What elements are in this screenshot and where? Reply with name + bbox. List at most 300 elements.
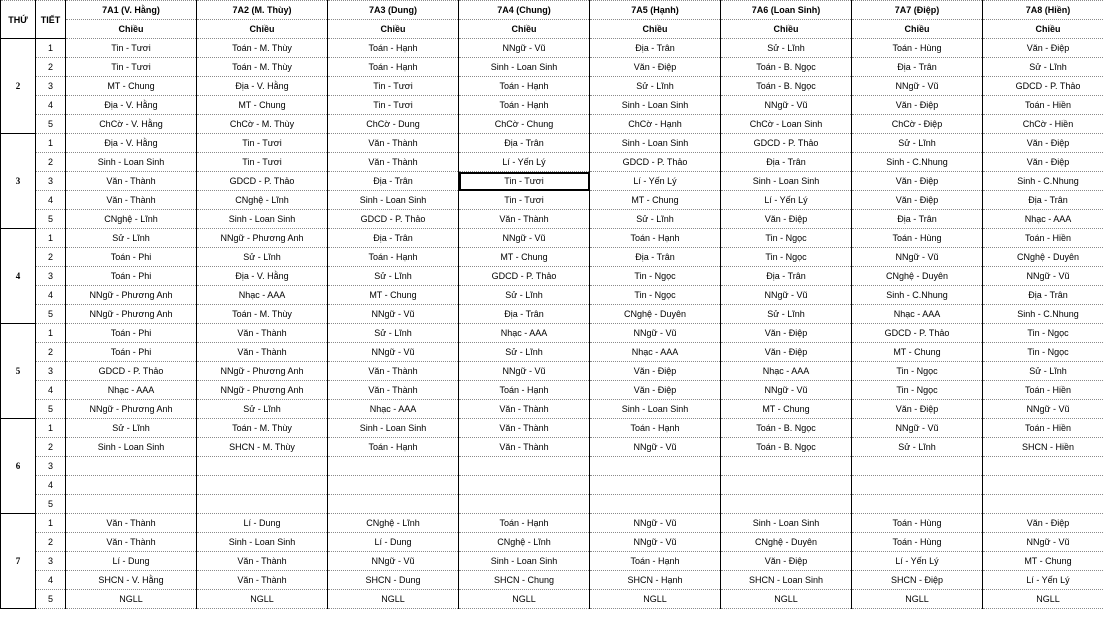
header-class-7a6[interactable]: 7A6 (Loan Sinh) — [721, 1, 852, 20]
schedule-cell[interactable]: NNgữ - Vũ — [590, 438, 721, 457]
schedule-cell[interactable]: Văn - Điệp — [721, 324, 852, 343]
schedule-cell[interactable]: NNgữ - Vũ — [328, 305, 459, 324]
schedule-cell[interactable]: CNghệ - Duyên — [983, 248, 1114, 267]
header-session[interactable]: Chiều — [459, 20, 590, 39]
schedule-cell[interactable]: Tin - Ngọc — [590, 286, 721, 305]
schedule-cell[interactable]: Sử - Lĩnh — [197, 400, 328, 419]
schedule-cell[interactable]: Văn - Thành — [459, 210, 590, 229]
schedule-cell[interactable]: Sinh - Loan Sinh — [328, 191, 459, 210]
schedule-cell[interactable]: Sinh - Loan Sinh — [590, 400, 721, 419]
schedule-cell[interactable]: Toán - Phi — [66, 324, 197, 343]
period-cell[interactable]: 1 — [36, 419, 66, 438]
schedule-cell[interactable]: Toán - Hạnh — [328, 248, 459, 267]
schedule-cell[interactable]: Nhạc - AAA — [328, 400, 459, 419]
schedule-cell[interactable]: Sử - Lĩnh — [197, 248, 328, 267]
schedule-cell[interactable]: Văn - Thành — [197, 571, 328, 590]
schedule-cell[interactable]: Tin - Ngọc — [983, 324, 1114, 343]
period-cell[interactable]: 4 — [36, 571, 66, 590]
schedule-cell[interactable]: Nhạc - AAA — [983, 210, 1114, 229]
schedule-cell[interactable]: Sử - Lĩnh — [721, 39, 852, 58]
schedule-cell[interactable]: Sử - Lĩnh — [983, 58, 1114, 77]
schedule-cell[interactable]: Toán - Hiền — [983, 419, 1114, 438]
schedule-cell[interactable]: Văn - Điệp — [590, 58, 721, 77]
schedule-cell[interactable]: Sinh - Loan Sinh — [459, 552, 590, 571]
schedule-cell[interactable]: Tin - Ngọc — [721, 248, 852, 267]
schedule-cell[interactable]: Toán - Hạnh — [459, 96, 590, 115]
schedule-cell[interactable] — [721, 495, 852, 514]
schedule-cell[interactable]: NGLL — [459, 590, 590, 609]
day-cell[interactable]: 6 — [1, 419, 36, 514]
schedule-cell[interactable]: Tin - Ngọc — [721, 229, 852, 248]
schedule-cell[interactable]: Sinh - Loan Sinh — [197, 533, 328, 552]
schedule-cell[interactable] — [852, 457, 983, 476]
schedule-cell[interactable]: ChCờ - Loan Sinh — [721, 115, 852, 134]
schedule-cell[interactable]: ChCờ - Hạnh — [590, 115, 721, 134]
schedule-cell[interactable]: Toán - Hạnh — [459, 514, 590, 533]
schedule-cell[interactable]: NNgữ - Vũ — [459, 229, 590, 248]
schedule-cell[interactable]: CNghệ - Lĩnh — [197, 191, 328, 210]
period-cell[interactable]: 3 — [36, 267, 66, 286]
schedule-cell[interactable]: Văn - Điệp — [590, 381, 721, 400]
schedule-cell[interactable] — [459, 457, 590, 476]
schedule-cell[interactable]: Văn - Điệp — [983, 514, 1114, 533]
schedule-cell[interactable]: Văn - Điệp — [852, 172, 983, 191]
period-cell[interactable]: 4 — [36, 96, 66, 115]
schedule-cell[interactable]: Sinh - C.Nhung — [983, 172, 1114, 191]
schedule-cell[interactable]: Sử - Lĩnh — [328, 324, 459, 343]
period-cell[interactable]: 2 — [36, 58, 66, 77]
period-cell[interactable]: 2 — [36, 153, 66, 172]
schedule-cell[interactable]: Sinh - Loan Sinh — [721, 172, 852, 191]
schedule-cell[interactable]: NNgữ - Vũ — [328, 552, 459, 571]
schedule-cell[interactable] — [197, 476, 328, 495]
schedule-cell[interactable] — [590, 495, 721, 514]
day-cell[interactable]: 3 — [1, 134, 36, 229]
schedule-cell[interactable]: Sinh - Loan Sinh — [590, 96, 721, 115]
schedule-cell[interactable]: Tin - Tươi — [197, 153, 328, 172]
schedule-cell[interactable]: Toán - Hạnh — [459, 77, 590, 96]
schedule-cell[interactable]: Văn - Điệp — [983, 153, 1114, 172]
schedule-cell[interactable]: SHCN - V. Hằng — [66, 571, 197, 590]
schedule-cell[interactable]: SHCN - Loan Sinh — [721, 571, 852, 590]
schedule-cell[interactable]: Sử - Lĩnh — [66, 229, 197, 248]
schedule-cell[interactable]: GDCD - P. Thảo — [197, 172, 328, 191]
schedule-cell[interactable]: Văn - Điệp — [721, 552, 852, 571]
schedule-cell[interactable]: CNghệ - Duyên — [590, 305, 721, 324]
schedule-cell[interactable]: Toán - Hạnh — [590, 229, 721, 248]
schedule-cell[interactable]: NNgữ - Vũ — [328, 343, 459, 362]
schedule-cell[interactable]: Toán - Hùng — [852, 229, 983, 248]
schedule-cell[interactable]: Địa - Trân — [983, 191, 1114, 210]
schedule-cell[interactable]: Toán - Hiền — [983, 229, 1114, 248]
schedule-cell[interactable]: Văn - Điệp — [983, 39, 1114, 58]
schedule-cell[interactable]: Văn - Điệp — [721, 343, 852, 362]
schedule-cell[interactable]: Sinh - Loan Sinh — [459, 58, 590, 77]
schedule-cell[interactable]: Sử - Lĩnh — [66, 419, 197, 438]
schedule-cell[interactable]: Địa - Trân — [590, 39, 721, 58]
schedule-cell[interactable]: NGLL — [721, 590, 852, 609]
schedule-cell[interactable]: Địa - Trân — [459, 134, 590, 153]
schedule-cell[interactable]: CNghệ - Lĩnh — [459, 533, 590, 552]
schedule-cell[interactable]: MT - Chung — [590, 191, 721, 210]
schedule-cell[interactable]: MT - Chung — [721, 400, 852, 419]
schedule-cell[interactable]: NNgữ - Phương Anh — [66, 400, 197, 419]
schedule-cell[interactable]: Toán - Phi — [66, 248, 197, 267]
schedule-cell[interactable]: Sinh - C.Nhung — [852, 153, 983, 172]
schedule-cell[interactable]: Tin - Tươi — [328, 96, 459, 115]
schedule-cell[interactable]: Tin - Tươi — [197, 134, 328, 153]
period-cell[interactable]: 4 — [36, 476, 66, 495]
schedule-cell[interactable]: Địa - Trân — [459, 305, 590, 324]
schedule-cell[interactable]: MT - Chung — [328, 286, 459, 305]
schedule-cell[interactable]: Sinh - Loan Sinh — [590, 134, 721, 153]
schedule-cell[interactable]: Địa - V. Hằng — [197, 267, 328, 286]
schedule-cell[interactable]: NNgữ - Vũ — [983, 400, 1114, 419]
schedule-cell[interactable]: Văn - Điệp — [721, 210, 852, 229]
schedule-cell[interactable] — [66, 457, 197, 476]
header-session[interactable]: Chiều — [983, 20, 1114, 39]
schedule-cell[interactable]: ChCờ - M. Thùy — [197, 115, 328, 134]
schedule-cell[interactable]: Văn - Thành — [197, 324, 328, 343]
schedule-cell[interactable]: Địa - V. Hằng — [66, 96, 197, 115]
schedule-cell[interactable]: GDCD - P. Thảo — [328, 210, 459, 229]
schedule-cell[interactable]: GDCD - P. Thảo — [852, 324, 983, 343]
schedule-cell[interactable]: NNgữ - Vũ — [590, 533, 721, 552]
schedule-cell[interactable]: Tin - Tươi — [66, 39, 197, 58]
schedule-cell[interactable] — [983, 495, 1114, 514]
schedule-cell[interactable]: CNghệ - Duyên — [721, 533, 852, 552]
period-cell[interactable]: 1 — [36, 39, 66, 58]
schedule-cell[interactable]: Toán - Phi — [66, 267, 197, 286]
schedule-cell[interactable]: Văn - Điệp — [590, 362, 721, 381]
schedule-cell[interactable]: Toán - Hạnh — [590, 419, 721, 438]
schedule-cell[interactable]: Văn - Thành — [459, 400, 590, 419]
schedule-cell[interactable]: NNgữ - Phương Anh — [197, 362, 328, 381]
schedule-cell[interactable]: MT - Chung — [459, 248, 590, 267]
schedule-cell[interactable]: Sinh - Loan Sinh — [66, 153, 197, 172]
schedule-cell[interactable] — [328, 476, 459, 495]
schedule-cell[interactable]: MT - Chung — [197, 96, 328, 115]
schedule-cell[interactable]: Lí - Yến Lý — [459, 153, 590, 172]
schedule-cell[interactable]: Sinh - C.Nhung — [983, 305, 1114, 324]
schedule-cell[interactable]: ChCờ - Điệp — [852, 115, 983, 134]
schedule-cell[interactable]: NGLL — [66, 590, 197, 609]
table-row — [1, 305, 1114, 324]
table-row — [1, 419, 1114, 438]
period-cell[interactable]: 5 — [36, 590, 66, 609]
schedule-cell[interactable]: GDCD - P. Thảo — [590, 153, 721, 172]
schedule-cell[interactable]: NNgữ - Vũ — [590, 324, 721, 343]
day-cell[interactable]: 2 — [1, 39, 36, 134]
header-class-7a8[interactable]: 7A8 (Hiền) — [983, 1, 1114, 20]
schedule-cell[interactable] — [66, 476, 197, 495]
period-cell[interactable]: 1 — [36, 134, 66, 153]
schedule-cell[interactable]: Tin - Tươi — [328, 77, 459, 96]
schedule-cell[interactable] — [590, 476, 721, 495]
header-session[interactable]: Chiều — [328, 20, 459, 39]
schedule-cell[interactable]: Lí - Yến Lý — [983, 571, 1114, 590]
schedule-cell[interactable] — [721, 457, 852, 476]
schedule-cell[interactable]: Tin - Ngọc — [852, 381, 983, 400]
schedule-cell[interactable]: NNgữ - Vũ — [721, 381, 852, 400]
schedule-cell[interactable]: NNgữ - Vũ — [983, 533, 1114, 552]
schedule-cell[interactable] — [983, 457, 1114, 476]
schedule-cell[interactable] — [590, 457, 721, 476]
schedule-cell[interactable]: Sử - Lĩnh — [328, 267, 459, 286]
header-thu[interactable]: THỨ — [1, 1, 36, 39]
schedule-cell[interactable] — [328, 457, 459, 476]
schedule-cell[interactable]: Toán - M. Thùy — [197, 39, 328, 58]
period-cell[interactable]: 5 — [36, 400, 66, 419]
period-cell[interactable]: 3 — [36, 77, 66, 96]
schedule-cell[interactable]: Tin - Tươi — [459, 191, 590, 210]
schedule-cell[interactable]: Nhạc - AAA — [721, 362, 852, 381]
schedule-cell[interactable]: NNgữ - Phương Anh — [66, 305, 197, 324]
schedule-cell[interactable]: Văn - Thành — [66, 191, 197, 210]
schedule-cell[interactable]: Sinh - C.Nhung — [852, 286, 983, 305]
header-class-7a1[interactable]: 7A1 (V. Hằng) — [66, 1, 197, 20]
schedule-cell[interactable]: Sử - Lĩnh — [459, 286, 590, 305]
schedule-cell[interactable]: ChCờ - V. Hằng — [66, 115, 197, 134]
schedule-cell[interactable]: Toán - Hiền — [983, 96, 1114, 115]
schedule-cell[interactable] — [328, 495, 459, 514]
schedule-cell[interactable]: Sử - Lĩnh — [590, 77, 721, 96]
schedule-cell[interactable]: Tin - Ngọc — [590, 267, 721, 286]
schedule-cell[interactable]: SHCN - Chung — [459, 571, 590, 590]
schedule-cell[interactable]: Sử - Lĩnh — [459, 343, 590, 362]
period-cell[interactable]: 3 — [36, 172, 66, 191]
period-cell[interactable]: 2 — [36, 533, 66, 552]
schedule-cell[interactable]: Nhạc - AAA — [852, 305, 983, 324]
schedule-cell[interactable]: Văn - Thành — [197, 343, 328, 362]
schedule-cell[interactable] — [852, 476, 983, 495]
schedule-cell[interactable]: Tin - Tươi — [459, 172, 590, 191]
schedule-cell[interactable]: Toán - M. Thùy — [197, 58, 328, 77]
schedule-cell[interactable]: GDCD - P. Thảo — [459, 267, 590, 286]
period-cell[interactable]: 3 — [36, 552, 66, 571]
header-session[interactable]: Chiều — [197, 20, 328, 39]
schedule-cell[interactable]: CNghệ - Lĩnh — [66, 210, 197, 229]
period-cell[interactable]: 3 — [36, 362, 66, 381]
period-cell[interactable]: 4 — [36, 191, 66, 210]
schedule-cell[interactable]: Toán - Hùng — [852, 533, 983, 552]
schedule-cell[interactable]: Văn - Thành — [66, 533, 197, 552]
schedule-cell[interactable]: Văn - Điệp — [983, 134, 1114, 153]
schedule-cell[interactable]: Văn - Thành — [459, 419, 590, 438]
schedule-cell[interactable]: Địa - Trân — [983, 286, 1114, 305]
schedule-cell[interactable]: NGLL — [328, 590, 459, 609]
schedule-cell[interactable]: Lí - Yến Lý — [852, 552, 983, 571]
schedule-cell[interactable]: NNgữ - Vũ — [721, 96, 852, 115]
schedule-cell[interactable]: Toán - Phi — [66, 343, 197, 362]
schedule-cell[interactable]: NGLL — [852, 590, 983, 609]
schedule-cell[interactable]: MT - Chung — [983, 552, 1114, 571]
schedule-cell[interactable]: Sử - Lĩnh — [852, 134, 983, 153]
schedule-cell[interactable]: GDCD - P. Thảo — [66, 362, 197, 381]
period-cell[interactable]: 5 — [36, 115, 66, 134]
schedule-cell[interactable]: NGLL — [590, 590, 721, 609]
header-session[interactable]: Chiều — [590, 20, 721, 39]
schedule-cell[interactable]: Toán - Hùng — [852, 514, 983, 533]
schedule-cell[interactable]: Nhạc - AAA — [459, 324, 590, 343]
day-cell[interactable]: 5 — [1, 324, 36, 419]
schedule-cell[interactable]: Địa - Trân — [721, 267, 852, 286]
schedule-cell[interactable]: NNgữ - Vũ — [852, 77, 983, 96]
schedule-cell[interactable]: Toán - Hạnh — [459, 381, 590, 400]
schedule-cell[interactable]: Tin - Ngọc — [852, 362, 983, 381]
schedule-cell[interactable]: SHCN - Hiền — [983, 438, 1114, 457]
period-cell[interactable]: 1 — [36, 324, 66, 343]
schedule-cell[interactable]: Sinh - Loan Sinh — [328, 419, 459, 438]
schedule-cell[interactable] — [66, 495, 197, 514]
schedule-cell[interactable]: NNgữ - Phương Anh — [197, 229, 328, 248]
schedule-cell[interactable]: NNgữ - Vũ — [590, 514, 721, 533]
schedule-cell[interactable]: NNgữ - Vũ — [459, 39, 590, 58]
schedule-cell[interactable]: Lí - Dung — [328, 533, 459, 552]
day-cell[interactable]: 7 — [1, 514, 36, 609]
period-cell[interactable]: 2 — [36, 248, 66, 267]
period-cell[interactable]: 3 — [36, 457, 66, 476]
schedule-cell[interactable]: Địa - Trân — [328, 172, 459, 191]
period-cell[interactable]: 5 — [36, 305, 66, 324]
schedule-cell[interactable]: SHCN - Hạnh — [590, 571, 721, 590]
schedule-cell[interactable]: Văn - Điệp — [852, 96, 983, 115]
header-session[interactable]: Chiều — [721, 20, 852, 39]
schedule-cell[interactable]: Lí - Yến Lý — [590, 172, 721, 191]
schedule-cell[interactable]: Địa - Trân — [852, 210, 983, 229]
schedule-cell[interactable] — [197, 495, 328, 514]
schedule-cell[interactable]: CNghệ - Lĩnh — [328, 514, 459, 533]
schedule-cell[interactable]: Nhạc - AAA — [590, 343, 721, 362]
header-class-7a5[interactable]: 7A5 (Hạnh) — [590, 1, 721, 20]
schedule-cell[interactable]: Nhạc - AAA — [66, 381, 197, 400]
schedule-cell[interactable]: ChCờ - Chung — [459, 115, 590, 134]
schedule-cell[interactable] — [983, 476, 1114, 495]
period-cell[interactable]: 4 — [36, 381, 66, 400]
schedule-cell[interactable]: NNgữ - Vũ — [852, 419, 983, 438]
schedule-cell[interactable]: Toán - Hiền — [983, 381, 1114, 400]
schedule-cell[interactable]: Tin - Tươi — [66, 58, 197, 77]
table-row — [1, 495, 1114, 514]
schedule-cell[interactable]: Sinh - Loan Sinh — [66, 438, 197, 457]
schedule-cell[interactable]: Toán - Hạnh — [328, 58, 459, 77]
schedule-cell[interactable]: NNgữ - Phương Anh — [197, 381, 328, 400]
schedule-cell[interactable] — [197, 457, 328, 476]
header-tiet[interactable]: TIẾT — [36, 1, 66, 39]
schedule-cell[interactable]: Toán - M. Thùy — [197, 305, 328, 324]
schedule-cell[interactable]: Toán - B. Ngọc — [721, 419, 852, 438]
period-cell[interactable]: 1 — [36, 229, 66, 248]
table-row — [1, 210, 1114, 229]
schedule-cell[interactable]: SHCN - Điệp — [852, 571, 983, 590]
schedule-cell[interactable]: Địa - Trân — [590, 248, 721, 267]
schedule-cell[interactable]: Địa - Trân — [852, 58, 983, 77]
schedule-cell[interactable]: SHCN - M. Thùy — [197, 438, 328, 457]
schedule-cell[interactable]: Văn - Điệp — [852, 400, 983, 419]
header-session[interactable]: Chiều — [852, 20, 983, 39]
schedule-cell[interactable] — [721, 476, 852, 495]
schedule-cell[interactable]: NNgữ - Phương Anh — [66, 286, 197, 305]
schedule-cell[interactable]: Văn - Thành — [328, 381, 459, 400]
schedule-cell[interactable]: Địa - V. Hằng — [66, 134, 197, 153]
schedule-cell[interactable]: Sinh - Loan Sinh — [197, 210, 328, 229]
schedule-cell[interactable]: Sử - Lĩnh — [721, 305, 852, 324]
schedule-cell[interactable]: Địa - V. Hằng — [197, 77, 328, 96]
period-cell[interactable]: 5 — [36, 495, 66, 514]
schedule-cell[interactable]: Văn - Thành — [197, 552, 328, 571]
period-cell[interactable]: 1 — [36, 514, 66, 533]
schedule-cell[interactable]: Văn - Thành — [328, 134, 459, 153]
schedule-cell[interactable]: ChCờ - Hiền — [983, 115, 1114, 134]
schedule-cell[interactable]: Nhạc - AAA — [197, 286, 328, 305]
schedule-cell[interactable]: Tin - Ngọc — [983, 343, 1114, 362]
schedule-cell[interactable]: Lí - Dung — [66, 552, 197, 571]
schedule-cell[interactable]: Văn - Thành — [66, 172, 197, 191]
period-cell[interactable]: 5 — [36, 210, 66, 229]
schedule-cell[interactable]: Văn - Điệp — [852, 191, 983, 210]
schedule-cell[interactable]: Toán - B. Ngọc — [721, 77, 852, 96]
schedule-cell[interactable]: NNgữ - Vũ — [983, 267, 1114, 286]
table-row — [1, 134, 1114, 153]
header-session[interactable]: Chiều — [66, 20, 197, 39]
period-cell[interactable]: 2 — [36, 343, 66, 362]
schedule-cell[interactable]: Sử - Lĩnh — [983, 362, 1114, 381]
schedule-cell[interactable]: Toán - Hạnh — [590, 552, 721, 571]
schedule-cell[interactable]: GDCD - P. Thảo — [721, 134, 852, 153]
schedule-cell[interactable]: Sinh - Loan Sinh — [721, 514, 852, 533]
schedule-cell[interactable]: NNgữ - Vũ — [721, 286, 852, 305]
schedule-cell[interactable]: NNgữ - Vũ — [459, 362, 590, 381]
header-class-7a3[interactable]: 7A3 (Dung) — [328, 1, 459, 20]
schedule-cell[interactable]: Văn - Thành — [328, 362, 459, 381]
schedule-cell[interactable]: Văn - Thành — [66, 514, 197, 533]
table-row — [1, 324, 1114, 343]
schedule-cell[interactable] — [459, 495, 590, 514]
schedule-cell[interactable]: Toán - Hạnh — [328, 438, 459, 457]
schedule-cell[interactable]: Toán - M. Thùy — [197, 419, 328, 438]
schedule-cell[interactable]: Toán - Hùng — [852, 39, 983, 58]
day-cell[interactable]: 4 — [1, 229, 36, 324]
schedule-cell[interactable] — [852, 495, 983, 514]
schedule-cell[interactable]: Toán - B. Ngọc — [721, 58, 852, 77]
schedule-cell[interactable]: NGLL — [983, 590, 1114, 609]
schedule-cell[interactable]: MT - Chung — [852, 343, 983, 362]
schedule-cell[interactable]: MT - Chung — [66, 77, 197, 96]
schedule-cell[interactable]: Lí - Yến Lý — [721, 191, 852, 210]
header-class-7a4[interactable]: 7A4 (Chung) — [459, 1, 590, 20]
schedule-cell[interactable]: Sử - Lĩnh — [852, 438, 983, 457]
period-cell[interactable]: 4 — [36, 286, 66, 305]
schedule-cell[interactable]: Địa - Trân — [721, 153, 852, 172]
schedule-cell[interactable]: Địa - Trân — [328, 229, 459, 248]
schedule-cell[interactable]: CNghệ - Duyên — [852, 267, 983, 286]
schedule-cell[interactable]: Toán - Hạnh — [328, 39, 459, 58]
schedule-cell[interactable]: Văn - Thành — [459, 438, 590, 457]
schedule-cell[interactable]: ChCờ - Dung — [328, 115, 459, 134]
schedule-cell[interactable]: Văn - Thành — [328, 153, 459, 172]
schedule-cell[interactable]: SHCN - Dung — [328, 571, 459, 590]
period-cell[interactable]: 2 — [36, 438, 66, 457]
schedule-cell[interactable] — [459, 476, 590, 495]
header-class-7a7[interactable]: 7A7 (Điệp) — [852, 1, 983, 20]
schedule-cell[interactable]: GDCD - P. Thảo — [983, 77, 1114, 96]
schedule-cell[interactable]: NGLL — [197, 590, 328, 609]
header-class-7a2[interactable]: 7A2 (M. Thùy) — [197, 1, 328, 20]
schedule-cell[interactable]: Sử - Lĩnh — [590, 210, 721, 229]
schedule-cell[interactable]: Toán - B. Ngọc — [721, 438, 852, 457]
schedule-cell[interactable]: Lí - Dung — [197, 514, 328, 533]
schedule-cell[interactable]: NNgữ - Vũ — [852, 248, 983, 267]
